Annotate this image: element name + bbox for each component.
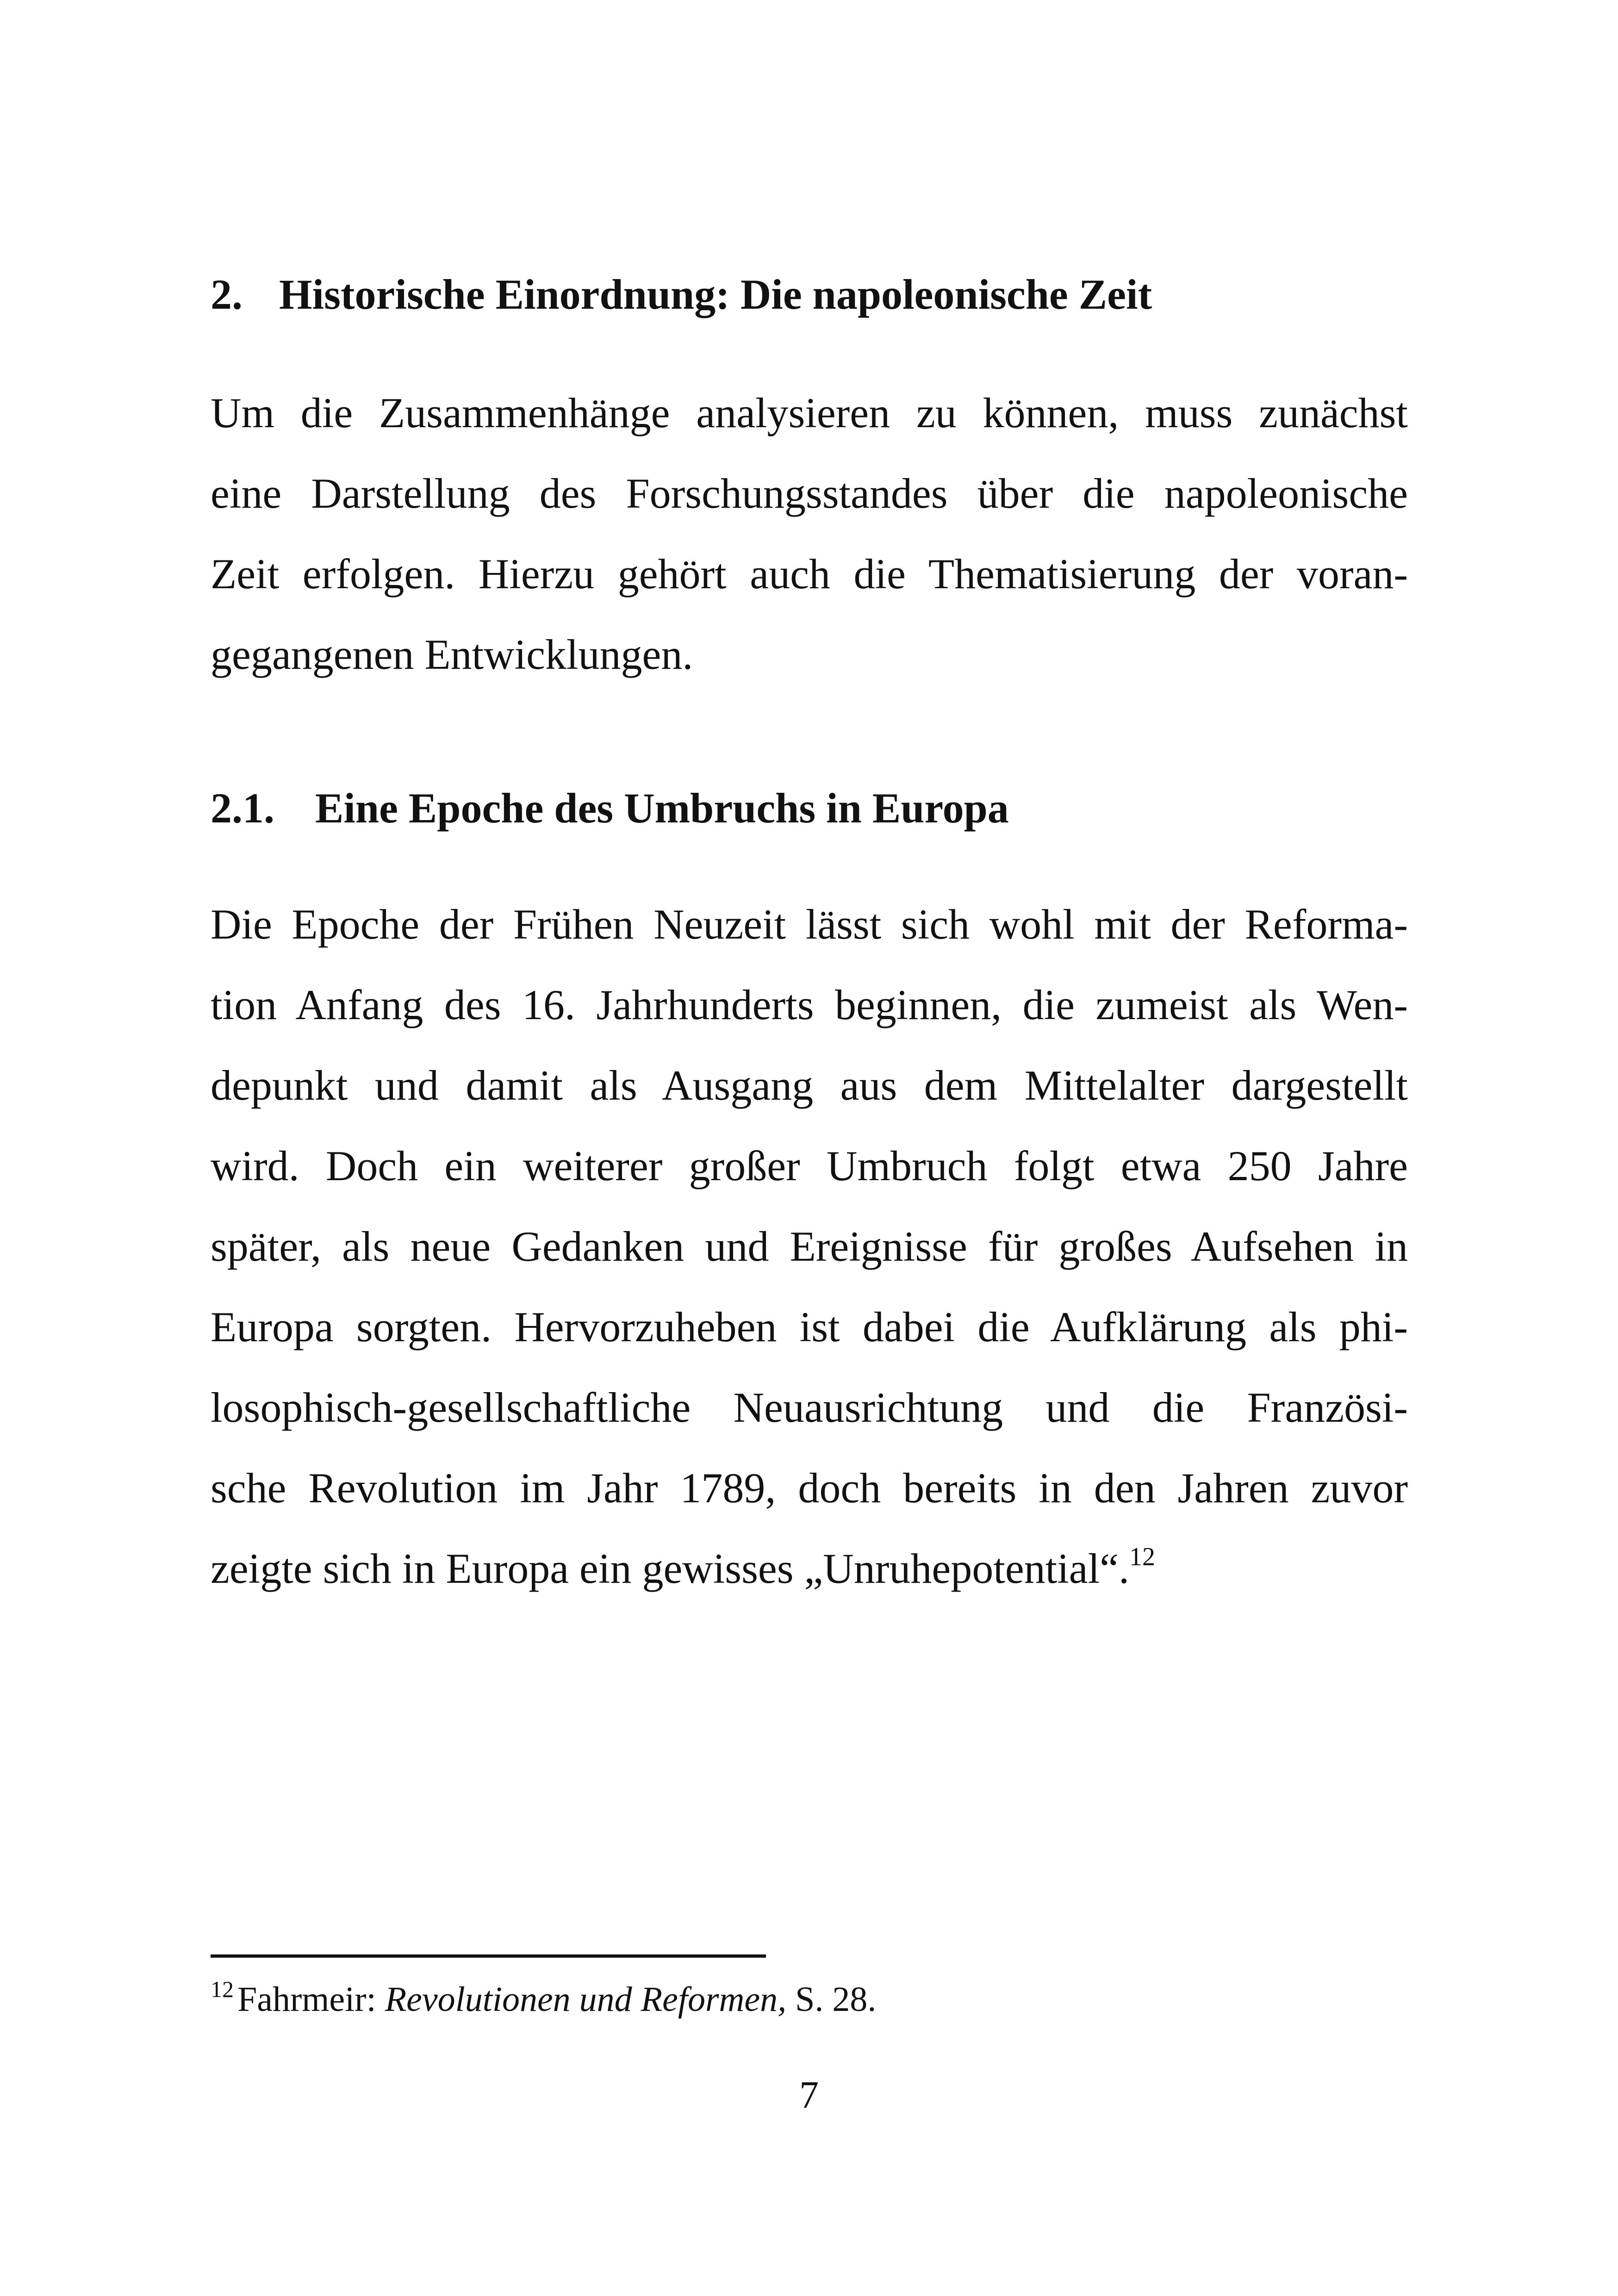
paragraph-line: gegangenen Entwicklungen. <box>211 631 693 678</box>
footnote-title: Revolutionen und Reformen, <box>385 1980 787 2019</box>
paragraph-line: später, als neue Gedanken und Ereignisse für großes Aufsehen in <box>211 1223 1408 1270</box>
page-number: 7 <box>799 2073 819 2116</box>
subsection-heading <box>211 784 1009 832</box>
paragraph-line: depunkt und damit als Ausgang aus dem Mittelalter dargestellt <box>211 1062 1408 1109</box>
section-number: 2. <box>211 271 243 318</box>
paragraph-line: Die Epoche der Frühen Neuzeit lässt sich wohl mit der Reforma- <box>211 901 1408 948</box>
subsection-number: 2.1. <box>211 784 274 832</box>
footnote-reference[interactable]: 12 <box>1129 1543 1156 1571</box>
paragraph-line: wird. Doch ein weiterer großer Umbruch folgt etwa 250 Jahre <box>211 1142 1408 1189</box>
paragraph-line: sche Revolution im Jahr 1789, doch bereits in den Jahren zuvor <box>211 1464 1408 1512</box>
paragraph-line: tion Anfang des 16. Jahrhunderts beginnen, die zumeist als Wen- <box>211 981 1408 1028</box>
subsection-paragraph <box>211 884 1408 1615</box>
footnote-marker: 12 <box>211 1976 234 2002</box>
section-heading <box>211 273 1152 316</box>
subsection-title: Eine Epoche des Umbruchs in Europa <box>315 784 1009 832</box>
paragraph-line: losophisch-gesellschaftliche Neuausrichtung und die Französi- <box>211 1384 1408 1431</box>
paragraph-line-text: zeigte sich in Europa ein gewisses „Unruhepotential“. <box>211 1545 1130 1592</box>
paragraph-line: Europa sorgten. Hervorzuheben ist dabei die Aufklärung als phi- <box>211 1303 1408 1350</box>
paragraph-line: Zeit erfolgen. Hierzu gehört auch die Thematisierung der voran- <box>211 550 1408 597</box>
paragraph-line: Um die Zusammenhänge analysieren zu können, muss zunächst <box>211 389 1408 436</box>
section-paragraph <box>211 373 1408 695</box>
paragraph-line: eine Darstellung des Forschungsstandes über die napoleonische <box>211 470 1408 517</box>
footnote-author: Fahrmeir: <box>237 1980 385 2019</box>
footnote-page: S. 28. <box>786 1980 877 2019</box>
footnote-separator <box>211 1954 766 1958</box>
paragraph-line-last <box>211 1528 1408 1615</box>
footnote <box>211 1976 877 2021</box>
section-title: Historische Einordnung: Die napoleonische Zeit <box>279 271 1152 318</box>
